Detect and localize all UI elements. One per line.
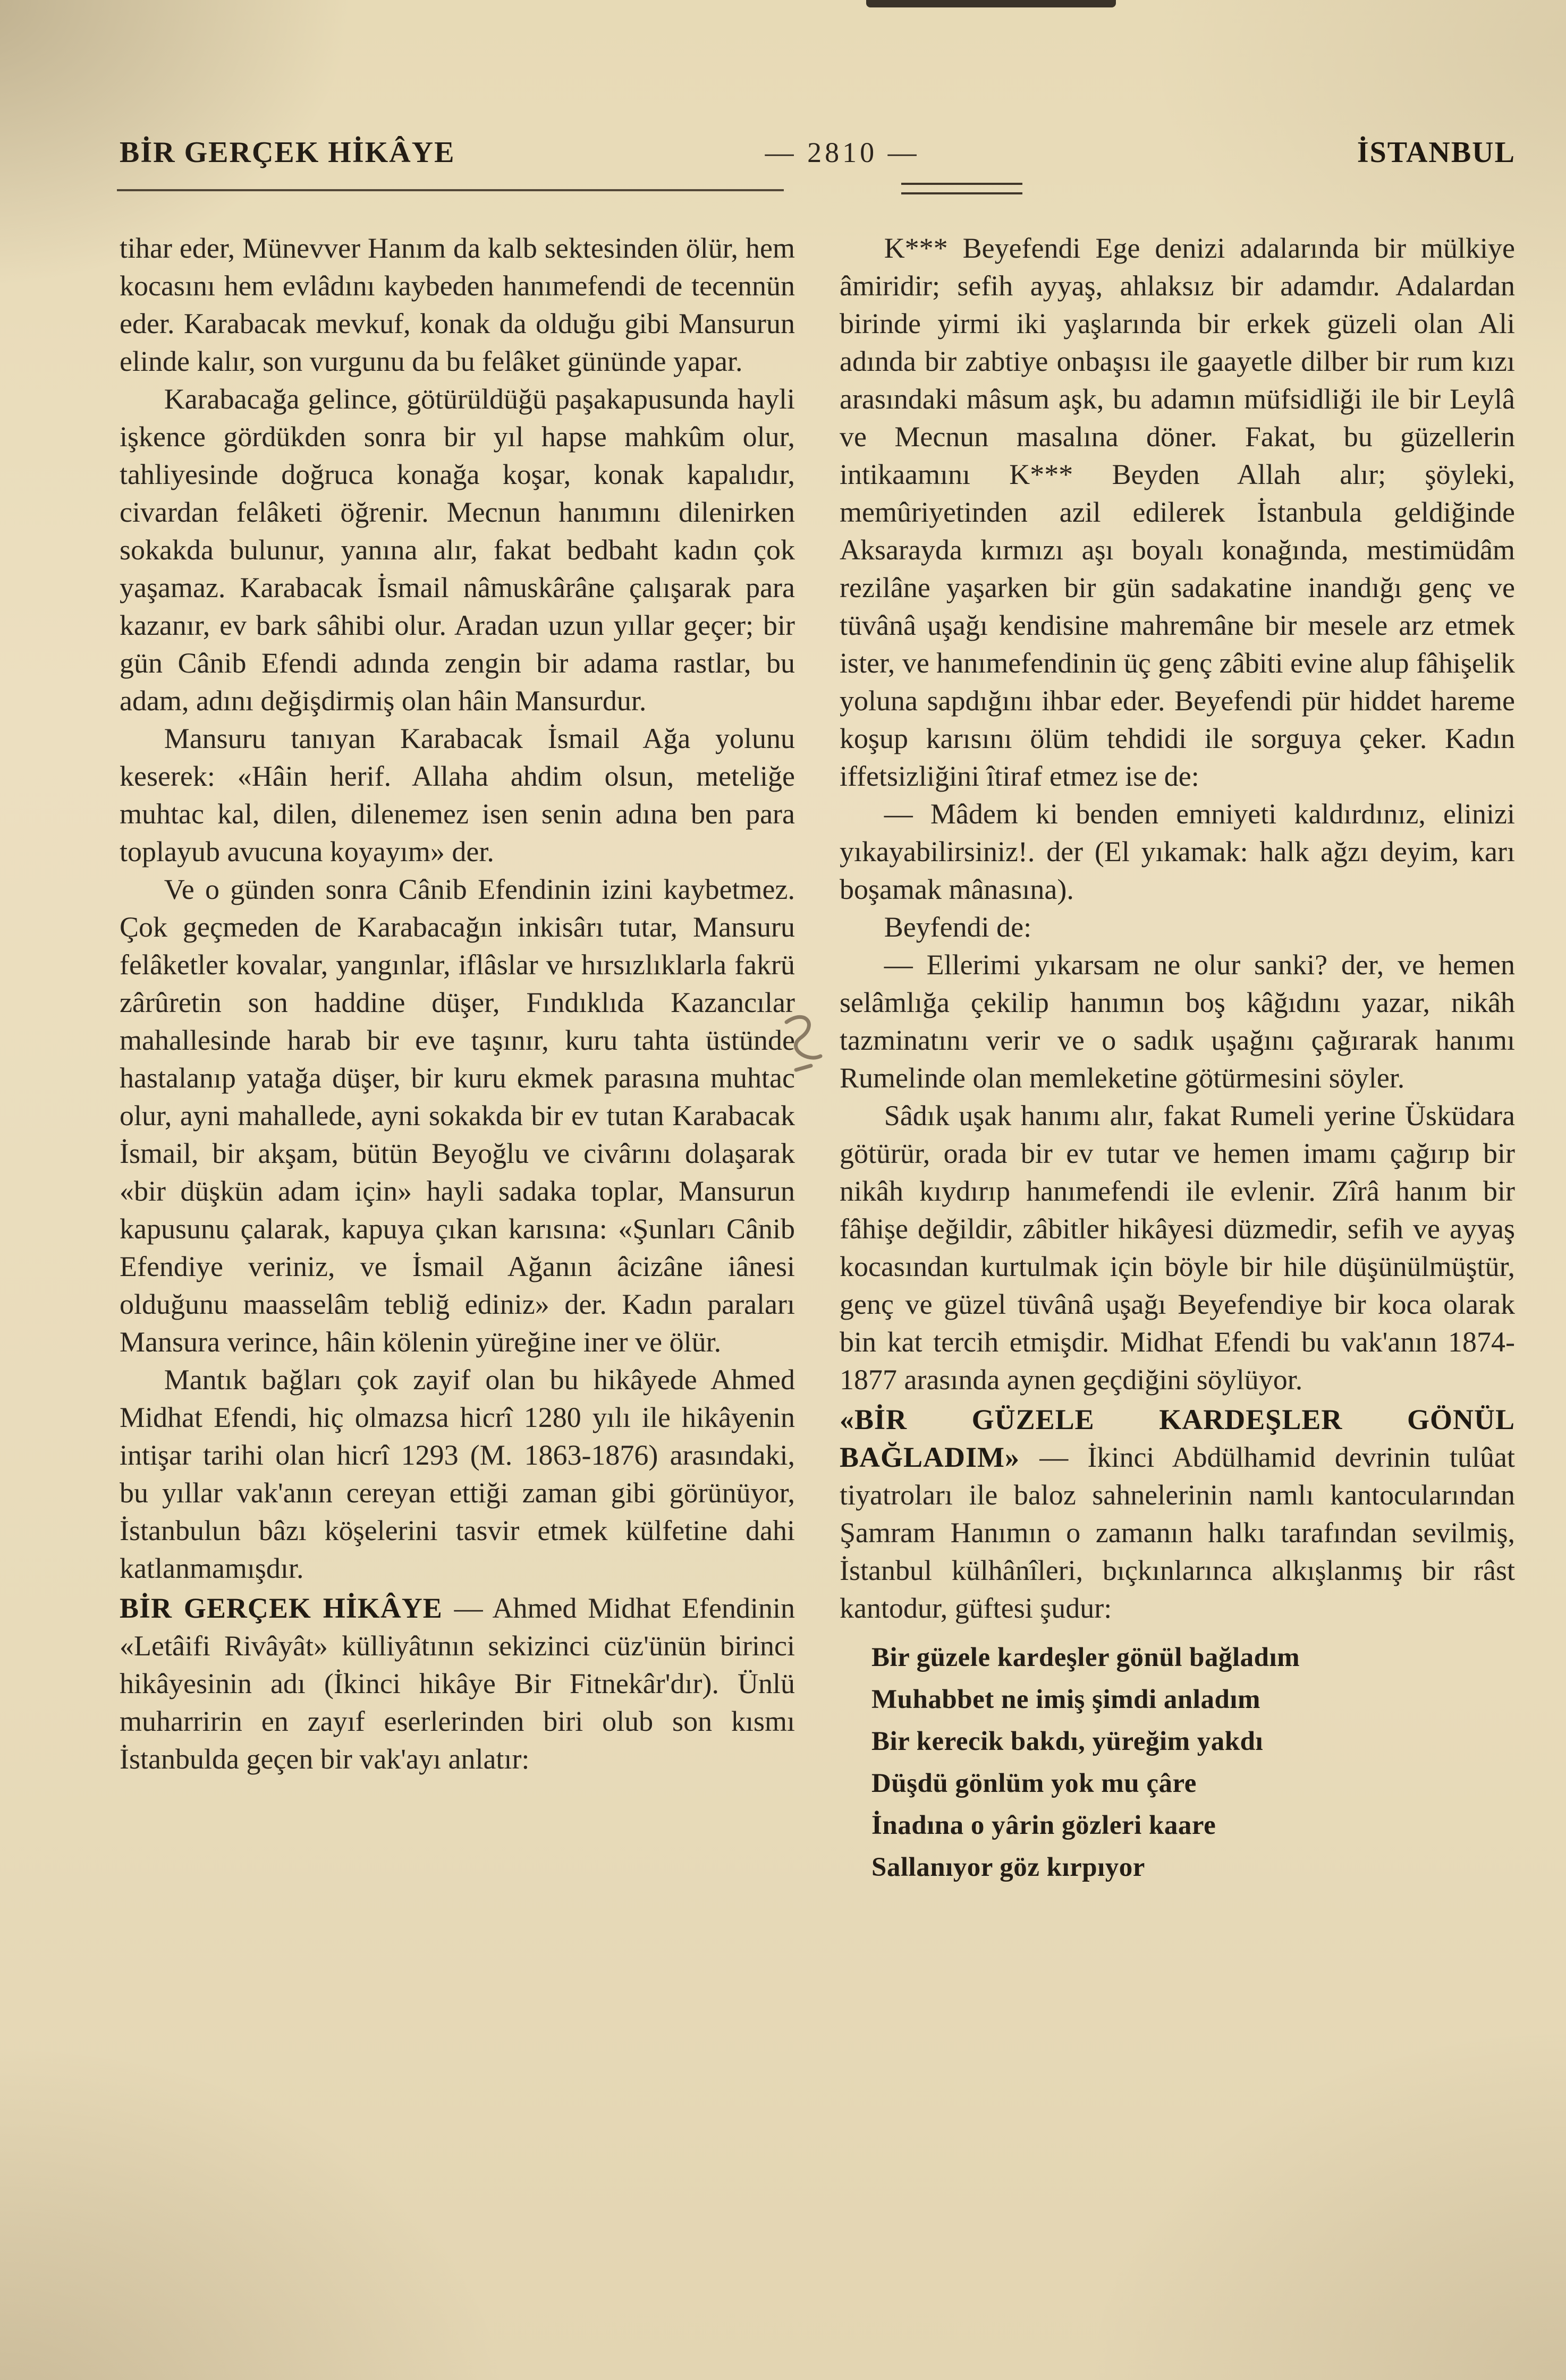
paragraph: Karabacağa gelince, götürüldüğü paşakapusunda hayli işkence gördükden sonra bir yıl hapse mahkûm olur, tahliyesinde doğruca konağa koşar, konak kapalıdır, civardan felâketi öğrenir. Mecnun hanımını dilenirken sokakda bulunur, yanına alır, fakat bedbaht kadın çok yaşamaz. Karabacak İsmail nâmuskârâne çalışarak para kazanır, ev bark sâhibi olur. Aradan uzun yıllar geçer; bir gün Cânib Efendi adında zengin bir adama rastlar, bu adam, adını değişdirmiş olan hâin Mansurdur. xyxy=(120,383,795,717)
paragraph: — Ellerimi yıkarsam ne olur sanki? der, ve hemen selâmlığa çekilip hanımın boş kâğıdını yazar, nikâh tazminatını verir ve o sadık uşağını çağırarak hanımı Rumelinde olan memleketine götürmesini söyler. xyxy=(840,949,1515,1094)
run-in-heading: «BİR GÜZELE KARDEŞLER GÖNÜL BAĞLADIM» xyxy=(840,1404,1515,1473)
header-double-rule xyxy=(901,183,1022,194)
right-column xyxy=(840,230,1515,1889)
left-column xyxy=(120,230,795,1889)
run-in-heading: BİR GERÇEK HİKÂYE xyxy=(120,1592,454,1624)
paragraph: Ve o günden sonra Cânib Efendinin izini kaybetmez. Çok geçmeden de Karabacağın inkisârı tutar, Mansuru felâketler kovalar, yangınlar, iflâslar ve hırsızlıklarla fakrü zârûretin son haddine düşer, Fındıklıda Kazancılar mahallesinde harab bir eve taşınır, kuru tahta üstünde hastalanıp yatağa düşer, bir kuru ekmek parasına muhtac olur, ayni mahallede, ayni sokakda bir ev tutan Karabacak İsmail, bir akşam, bütün Beyoğlu ve civârını dolaşarak «bir düşkün adam için» hayli sadaka toplar, Mansurun kapusunu çalarak, kapuya çıkan karısına: «Şunları Cânib Efendiye veriniz, ve İsmail Ağanın âcizâne iânesi olduğunu maasselâm tebliğ ediniz» der. Kadın paraları Mansura verince, hâin kölenin yüreğine iner ve ölür. xyxy=(120,873,795,1358)
poem-line: Düşdü gönlüm yok mu çâre xyxy=(871,1769,1197,1798)
page-header xyxy=(120,135,1516,169)
header-page-number: — 2810 — xyxy=(765,137,920,168)
poem-line: İnadına o yârin gözleri kaare xyxy=(871,1810,1216,1840)
paragraph: Beyfendi de: xyxy=(884,911,1032,943)
poem-line: Sallanıyor göz kırpıyor xyxy=(871,1852,1145,1882)
paragraph: Sâdık uşak hanımı alır, fakat Rumeli yerine Üsküdara götürür, orada bir ev tutar ve hemen imamı çağırıp bir nikâh kıydırıp hanımefendi ile evlenir. Zîrâ hanım bir fâhişe değildir, zâbitler hikâyesi düzmedir, sefih ve ayyaş kocasından kurtulmak için böyle bir hile düşünülmüştür, genç ve güzel tüvânâ uşağı Beyefendiye bir koca olarak bin kat tercih etmişdir. Midhat Efendi bu vak'anın 1874-1877 arasında aynen geçdiğini söylüyor. xyxy=(840,1100,1515,1396)
paragraph: K*** Beyefendi Ege denizi adalarında bir mülkiye âmiridir; sefih ayyaş, ahlaksız bir adamdır. Adalardan birinde yirmi iki yaşlarında bir erkek güzeli olan Ali adında bir zabtiye onbaşısı ile gaayetle dilber bir rum kızı arasındaki mâsum aşk, bu adamın müfsidliği ile bir Leylâ ve Mecnun masalına döner. Fakat, bu güzellerin intikaamını K*** Beyden Allah alır; şöyleki, memûriyetinden azil edilerek İstanbula geldiğinde Aksarayda kırmızı aşı boyalı konağında, mestimüdâm rezilâne yaşarken bir gün sadakatine inandığı genç ve tüvânâ uşağı kendisine mahremâne bir mesele arz etmek ister, ve hanımefendinin üç genç zâbiti evine alup fâhişelik yoluna sapdığını ihbar eder. Beyefendi pür hiddet hareme koşup karısını ölüm tehdidi ile sorguya çeker. Kadın iffetsizliğini îtiraf etmez ise de: xyxy=(840,232,1515,792)
poem-line: Muhabbet ne imiş şimdi anladım xyxy=(871,1685,1260,1714)
entry-paragraph: BİR GERÇEK HİKÂYE — Ahmed Midhat Efendinin «Letâifi Rivâyât» külliyâtının sekizinci cüz'ünün birinci hikâyesinin adı (İkinci hikâye Bir Fitnekâr'dır). Ünlü muharririn en zayıf eserlerinden biri olub son kısmı İstanbulda geçen bir vak'ayı anlatır: xyxy=(120,1592,795,1775)
header-rule xyxy=(117,189,784,191)
poem-line: Bir güzele kardeşler gönül bağladım xyxy=(871,1643,1300,1672)
paragraph: tihar eder, Münevver Hanım da kalb sektesinden ölür, hem kocasını hem evlâdını kaybeden hanımefendi de tecennün eder. Karabacak mevkuf, konak da olduğu gibi Mansurun elinde kalır, son vurgunu da bu felâket gününde yapar. xyxy=(120,232,795,377)
paragraph: Mansuru tanıyan Karabacak İsmail Ağa yolunu keserek: «Hâin herif. Allaha ahdim olsun, meteliğe muhtac kal, dilen, dilenemez isen senin adına ben para toplayub avucuna koyayım» der. xyxy=(120,722,795,868)
kanto-lyrics xyxy=(871,1637,1515,1889)
ink-smudge xyxy=(780,1007,831,1082)
header-volume-title: İSTANBUL xyxy=(1357,136,1516,169)
entry-paragraph: «BİR GÜZELE KARDEŞLER GÖNÜL BAĞLADIM» — İkinci Abdülhamid devrinin tulûat tiyatroları ile baloz sahnelerinin namlı kantocularından Şamram Hanımın o zamanın halkı tarafından sevilmiş, İstanbul külhânîleri, bıçkınlarınca alkışlanmış bir râst kantodur, güftesi şudur: xyxy=(840,1404,1515,1624)
poem-line: Bir kerecik bakdı, yüreğim yakdı xyxy=(871,1727,1264,1756)
paragraph: Mantık bağları çok zayif olan bu hikâyede Ahmed Midhat Efendi, hiç olmazsa hicrî 1280 yılı ile hikâyenin intişar tarihi olan hicrî 1293 (M. 1863-1876) arasındaki, bu yıllar vak'anın cereyan ettiği zaman gibi görünüyor, İstanbulun bâzı köşelerini tasvir etmek külfetine dahi katlanmamışdır. xyxy=(120,1364,795,1584)
header-article-title: BİR GERÇEK HİKÂYE xyxy=(120,136,455,169)
paragraph: — Mâdem ki benden emniyeti kaldırdınız, elinizi yıkayabilirsiniz!. der (El yıkamak: halk ağzı deyim, karı boşamak mânasına). xyxy=(840,798,1515,905)
scan-edge-artifact xyxy=(866,0,1116,7)
